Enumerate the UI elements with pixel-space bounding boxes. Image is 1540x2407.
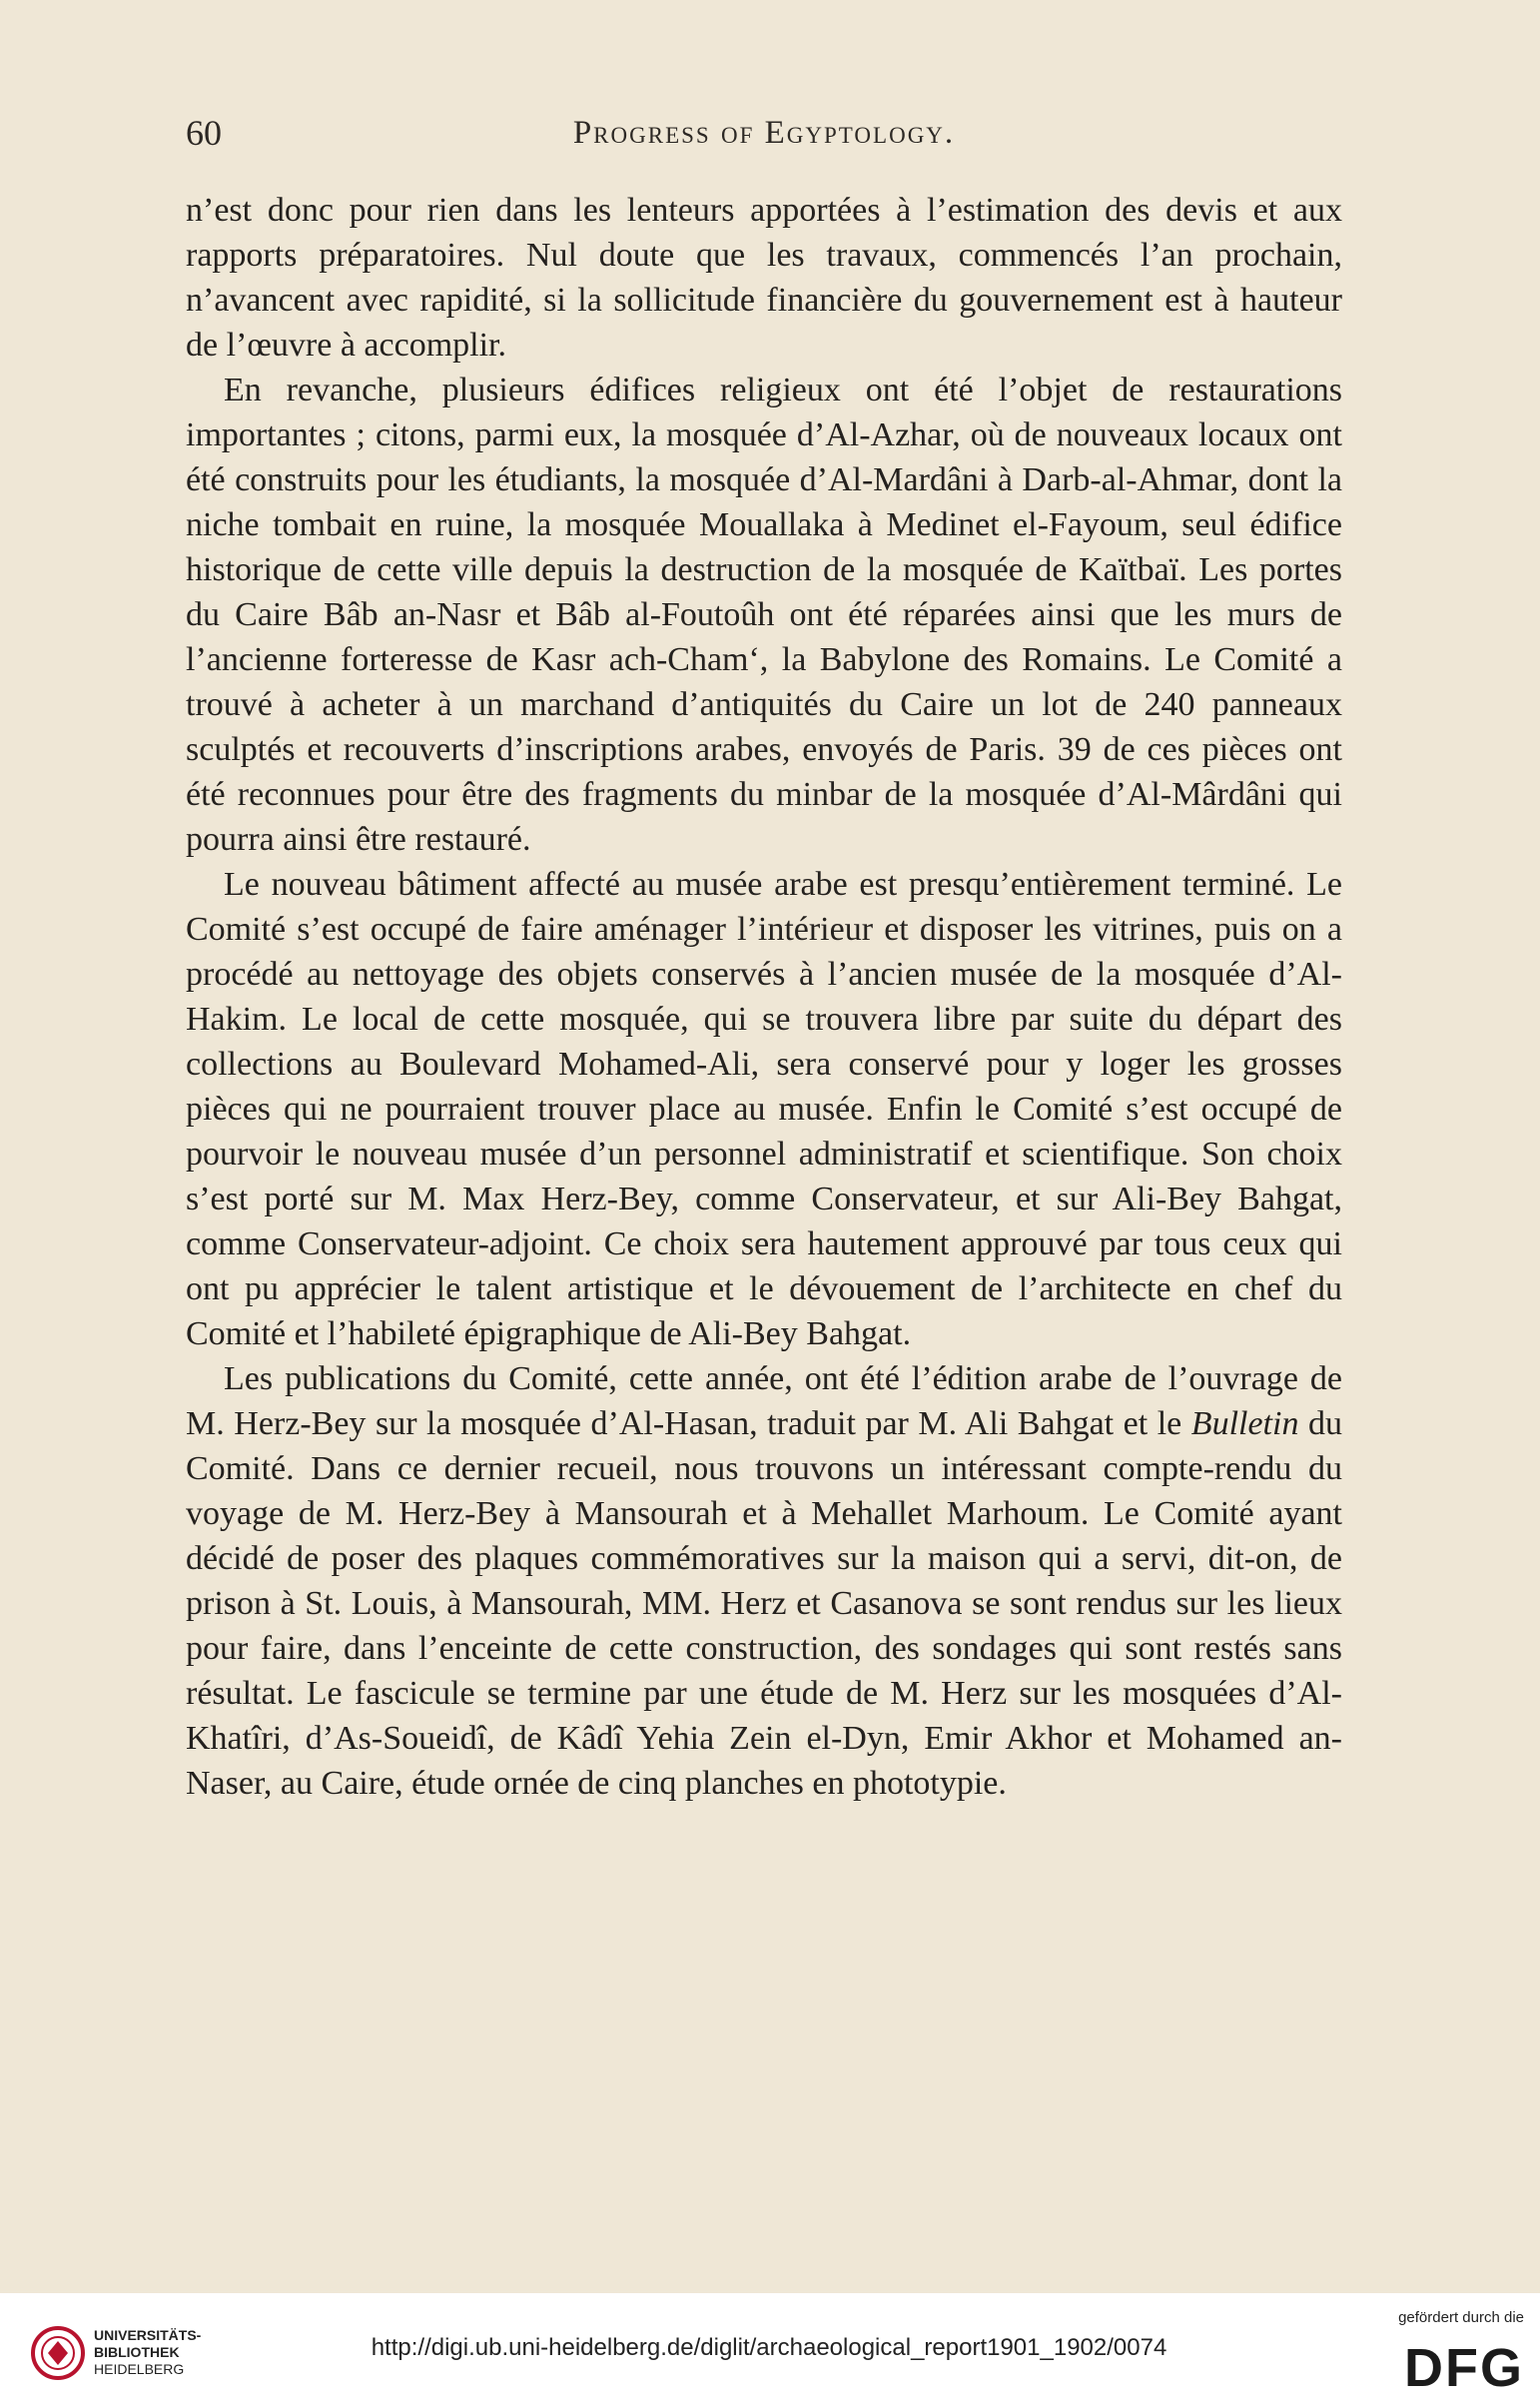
paragraph-4-text-after: du Comité. Dans ce dernier recueil, nous trouvons un intéressant compte-rendu du voyage de M. Herz-Bey à Mansourah et à Mehallet Marhoum. Le Comité ayant décidé de poser des plaques commémoratives sur la maison qui a servi, dit-on, de prison à St. Louis, à Mansourah, MM. Herz et Casanova se sont rendus sur les lieux pour faire, dans l’enceinte de cette construction, des sondages qui sont restés sans résultat. Le fascicule se termine par une étude de M. Herz sur les mosquées d’Al-Khatîri, d’As-Soueidî, de Kâdî Yehia Zein el-Dyn, Emir Akhor et Mohamed an-Naser, au Caire, étude ornée de cinq planches en phototypie. (186, 1405, 1342, 1802)
university-seal-icon (30, 2323, 86, 2383)
library-name (94, 2327, 201, 2378)
library-name-line-3: HEIDELBERG (94, 2361, 185, 2377)
running-title: Progress of Egyptology. (572, 115, 956, 151)
paragraph-2: En revanche, plusieurs édifices religieux ont été l’objet de restaurations importantes ; citons, parmi eux, la mosquée d’Al-Azhar, où de nouveaux locaux ont été construits pour les étudiants, la mosquée d’Al-Mardâni à Darb-al-Ahmar, dont la niche tombait en ruine, la mosquée Mouallaka à Medinet el-Fayoum, seul édifice historique de cette ville depuis la destruction de la mosquée de Kaïtbaï. Les portes du Caire Bâb an-Nasr et Bâb al-Foutoûh ont été réparées ainsi que les murs de l’ancienne forteresse de Kasr ach-Cham‘, la Babylone des Romains. Le Comité a trouvé à acheter à un marchand d’antiquités du Caire un lot de 240 panneaux sculptés et recouverts d’inscriptions arabes, envoyés de Paris. 39 de ces pièces ont été reconnues pour être des fragments du minbar de la mosquée d’Al-Mârdâni qui pourra ainsi être restauré. (186, 372, 1342, 858)
funder-caption: gefördert durch die (1398, 2309, 1524, 2326)
viewer-footer (0, 2293, 1540, 2407)
paragraph-1: n’est donc pour rien dans les lenteurs apportées à l’estimation des devis et aux rapports préparatoires. Nul doute que les travaux, commencés l’an prochain, n’avancent avec rapidité, si la sollicitude financière du gouvernement est à hauteur de l’œuvre à accomplir. (186, 192, 1342, 364)
running-head (186, 108, 1342, 158)
library-name-line-1: UNIVERSITÄTS- (94, 2327, 202, 2343)
permalink-url[interactable]: http://digi.ub.uni-heidelberg.de/diglit/archaeological_report1901_1902/0074 (371, 2334, 1167, 2361)
paragraph-4 (186, 1356, 1342, 1806)
paragraph-3: Le nouveau bâtiment affecté au musée arabe est presqu’entièrement terminé. Le Comité s’est occupé de faire aménager l’intérieur et disposer les vitrines, puis on a procédé au nettoyage des objets conservés à l’ancien musée de la mosquée d’Al-Hakim. Le local de cette mosquée, qui se trouvera libre par suite du départ des collections au Boulevard Mohamed-Ali, sera conservé pour y loger les grosses pièces qui ne pourraient trouver place au musée. Enfin le Comité s’est occupé de pourvoir le nouveau musée d’un personnel administratif et scientifique. Son choix s’est porté sur M. Max Herz-Bey, comme Conservateur, et sur Ali-Bey Bahgat, comme Conservateur-adjoint. Ce choix sera hautement approuvé par tous ceux qui ont pu apprécier le talent artistique et le dévouement de l’architecte en chef du Comité et l’habileté épigraphique de Ali-Bey Bahgat. (186, 866, 1342, 1352)
funder-block (1354, 2303, 1524, 2403)
body-text (186, 188, 1342, 1806)
paragraph-4-text-before: Les publications du Comité, cette année, ont été l’édition arabe de l’ouvrage de M. Herz-Bey sur la mosquée d’Al-Hasan, traduit par M. Ali Bahgat et le (186, 1360, 1342, 1442)
page-number: 60 (186, 113, 222, 153)
dfg-logo: DFG (1404, 2338, 1524, 2398)
library-name-line-2: BIBLIOTHEK (94, 2344, 180, 2360)
library-logo[interactable] (30, 2319, 250, 2389)
bulletin-title: Bulletin (1190, 1405, 1299, 1442)
